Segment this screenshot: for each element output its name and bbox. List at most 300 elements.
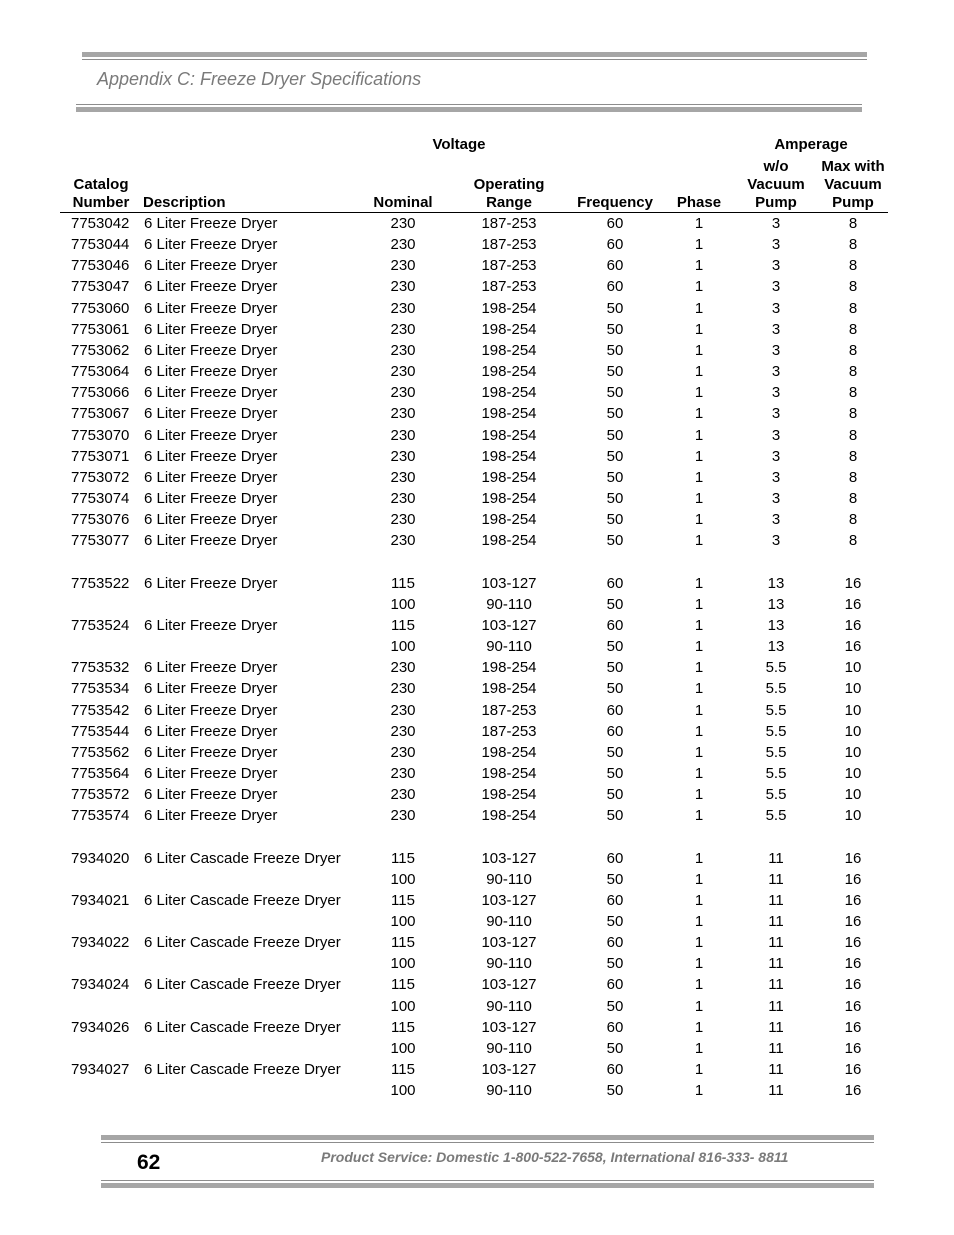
frequency-cell: 50 <box>606 489 624 507</box>
nominal-voltage-cell: 230 <box>390 426 416 444</box>
frequency-cell: 60 <box>606 215 624 232</box>
operating-range-cell: 103-127 <box>481 1061 537 1078</box>
nominal-voltage-cell: 230 <box>390 489 416 507</box>
amperage-max-with-pump-cell: 10 <box>844 659 862 677</box>
catalog-number-cell: 7753060 <box>71 299 130 317</box>
amperage-max-with-pump-cell: 16 <box>844 1082 862 1100</box>
amperage-without-pump-cell: 13 <box>767 616 785 634</box>
nominal-voltage-cell: 100 <box>390 595 416 613</box>
description-cell: 6 Liter Freeze Dryer <box>144 426 278 444</box>
nominal-voltage-cell: 230 <box>390 786 416 803</box>
table-row <box>0 659 954 679</box>
nominal-voltage-cell: 100 <box>390 997 416 1015</box>
amperage-max-with-pump-cell: 8 <box>848 532 858 550</box>
frequency-cell: 60 <box>606 891 624 909</box>
catalog-number-cell: 7753544 <box>71 722 130 740</box>
phase-cell: 1 <box>694 764 704 782</box>
phase-cell: 1 <box>694 532 704 550</box>
col-header-frequency: Frequency <box>577 194 653 211</box>
catalog-number-cell: 7753564 <box>71 764 130 782</box>
table-row <box>0 427 954 447</box>
frequency-cell: 50 <box>606 912 624 930</box>
amperage-max-with-pump-cell: 8 <box>848 468 858 486</box>
frequency-cell: 50 <box>606 426 624 444</box>
nominal-voltage-cell: 115 <box>391 891 415 909</box>
description-cell: 6 Liter Freeze Dryer <box>144 320 278 338</box>
table-row <box>0 765 954 785</box>
table-row <box>0 828 954 848</box>
table-row <box>0 723 954 743</box>
footer-rule-top-thin <box>101 1142 874 1143</box>
nominal-voltage-cell: 230 <box>390 320 416 338</box>
table-row <box>0 998 954 1018</box>
frequency-cell: 60 <box>606 278 624 296</box>
nominal-voltage-cell: 230 <box>390 701 416 719</box>
frequency-cell: 50 <box>606 511 624 529</box>
table-row <box>0 405 954 425</box>
description-cell: 6 Liter Freeze Dryer <box>144 743 278 761</box>
phase-cell: 1 <box>694 680 704 698</box>
description-cell: 6 Liter Cascade Freeze Dryer <box>144 849 341 867</box>
frequency-cell: 50 <box>606 341 624 359</box>
catalog-number-cell: 7753066 <box>71 384 130 402</box>
operating-range-cell: 187-253 <box>481 215 537 232</box>
amperage-without-pump-cell: 11 <box>768 870 784 888</box>
table-row <box>0 575 954 595</box>
operating-range-cell: 90-110 <box>486 638 532 655</box>
col-header-max-pump: Max with Vacuum Pump <box>821 158 885 211</box>
catalog-number-cell: 7934024 <box>71 976 130 994</box>
table-row <box>0 321 954 341</box>
description-cell: 6 Liter Freeze Dryer <box>144 659 278 677</box>
catalog-number-cell: 7753524 <box>71 616 130 634</box>
amperage-max-with-pump-cell: 10 <box>844 807 862 825</box>
amperage-without-pump-cell: 11 <box>768 997 784 1015</box>
amperage-without-pump-cell: 5.5 <box>765 701 787 719</box>
phase-cell: 1 <box>694 955 704 973</box>
description-cell: 6 Liter Cascade Freeze Dryer <box>144 891 341 909</box>
operating-range-cell: 187-253 <box>481 701 537 719</box>
phase-cell: 1 <box>694 976 704 994</box>
amperage-max-with-pump-cell: 8 <box>848 511 858 529</box>
frequency-cell: 50 <box>606 997 624 1015</box>
phase-cell: 1 <box>694 1061 704 1078</box>
amperage-without-pump-cell: 3 <box>771 405 781 423</box>
description-cell: 6 Liter Freeze Dryer <box>144 299 278 317</box>
amperage-max-with-pump-cell: 10 <box>844 680 862 698</box>
table-row <box>0 278 954 298</box>
amperage-max-with-pump-cell: 16 <box>844 638 862 655</box>
description-cell: 6 Liter Freeze Dryer <box>144 489 278 507</box>
operating-range-cell: 198-254 <box>481 743 537 761</box>
description-cell: 6 Liter Freeze Dryer <box>144 341 278 359</box>
phase-cell: 1 <box>694 912 704 930</box>
operating-range-cell: 198-254 <box>481 659 537 677</box>
nominal-voltage-cell: 230 <box>390 532 416 550</box>
catalog-number-cell: 7753076 <box>71 511 130 529</box>
phase-cell: 1 <box>694 1082 704 1100</box>
table-row <box>0 363 954 383</box>
table-row <box>0 744 954 764</box>
table-row <box>0 532 954 552</box>
page-number: 62 <box>137 1151 161 1174</box>
nominal-voltage-cell: 100 <box>390 1082 416 1100</box>
amperage-max-with-pump-cell: 10 <box>844 764 862 782</box>
frequency-cell: 50 <box>606 743 624 761</box>
amperage-max-with-pump-cell: 16 <box>844 870 862 888</box>
nominal-voltage-cell: 230 <box>390 468 416 486</box>
phase-cell: 1 <box>694 997 704 1015</box>
amperage-without-pump-cell: 5.5 <box>765 722 787 740</box>
table-row <box>0 596 954 616</box>
table-row <box>0 490 954 510</box>
amperage-without-pump-cell: 3 <box>771 384 781 402</box>
description-cell: 6 Liter Freeze Dryer <box>144 764 278 782</box>
catalog-number-cell: 7753061 <box>71 320 130 338</box>
phase-cell: 1 <box>694 299 704 317</box>
amperage-without-pump-cell: 3 <box>771 299 781 317</box>
phase-cell: 1 <box>694 468 704 486</box>
table-row <box>0 384 954 404</box>
catalog-number-cell: 7753072 <box>71 468 130 486</box>
amperage-max-with-pump-cell: 16 <box>844 574 862 592</box>
operating-range-cell: 198-254 <box>481 807 537 825</box>
amperage-max-with-pump-cell: 16 <box>844 1018 862 1036</box>
frequency-cell: 50 <box>606 1082 624 1100</box>
operating-range-cell: 187-253 <box>481 236 537 254</box>
amperage-without-pump-cell: 3 <box>771 320 781 338</box>
phase-cell: 1 <box>694 236 704 254</box>
amperage-max-with-pump-cell: 10 <box>844 786 862 803</box>
nominal-voltage-cell: 230 <box>390 743 416 761</box>
nominal-voltage-cell: 230 <box>390 511 416 529</box>
nominal-voltage-cell: 115 <box>391 1018 415 1036</box>
frequency-cell: 60 <box>606 722 624 740</box>
title-rule-bottom <box>76 107 862 112</box>
frequency-cell: 50 <box>606 807 624 825</box>
phase-cell: 1 <box>694 341 704 359</box>
amperage-without-pump-cell: 11 <box>768 1018 784 1036</box>
frequency-cell: 50 <box>606 638 624 655</box>
operating-range-cell: 198-254 <box>481 341 537 359</box>
col-header-nominal: Nominal <box>373 194 433 211</box>
phase-cell: 1 <box>694 1039 704 1057</box>
amperage-without-pump-cell: 5.5 <box>765 659 787 677</box>
frequency-cell: 50 <box>606 405 624 423</box>
description-cell: 6 Liter Freeze Dryer <box>144 468 278 486</box>
footer-rule-bottom <box>101 1183 874 1188</box>
table-row <box>0 955 954 975</box>
amperage-without-pump-cell: 13 <box>767 595 785 613</box>
catalog-number-cell: 7753067 <box>71 405 130 423</box>
nominal-voltage-cell: 100 <box>390 638 416 655</box>
catalog-number-cell: 7934021 <box>71 891 130 909</box>
phase-cell: 1 <box>694 743 704 761</box>
table-row <box>0 1040 954 1060</box>
nominal-voltage-cell: 115 <box>391 1061 415 1078</box>
amperage-max-with-pump-cell: 16 <box>844 997 862 1015</box>
amperage-max-with-pump-cell: 16 <box>844 1039 862 1057</box>
catalog-number-cell: 7753070 <box>71 426 130 444</box>
phase-cell: 1 <box>694 363 704 380</box>
catalog-number-cell: 7753064 <box>71 363 130 380</box>
description-cell: 6 Liter Freeze Dryer <box>144 532 278 550</box>
phase-cell: 1 <box>694 447 704 465</box>
nominal-voltage-cell: 230 <box>390 236 416 254</box>
table-row <box>0 892 954 912</box>
nominal-voltage-cell: 115 <box>391 574 415 592</box>
catalog-number-cell: 7753071 <box>71 447 130 465</box>
amperage-without-pump-cell: 3 <box>771 257 781 275</box>
group-header-amperage: Amperage <box>774 136 848 153</box>
operating-range-cell: 198-254 <box>481 680 537 698</box>
table-row <box>0 511 954 531</box>
nominal-voltage-cell: 100 <box>390 870 416 888</box>
frequency-cell: 60 <box>606 616 624 634</box>
table-row <box>0 553 954 573</box>
table-row <box>0 1082 954 1102</box>
phase-cell: 1 <box>694 574 704 592</box>
amperage-without-pump-cell: 3 <box>771 236 781 254</box>
description-cell: 6 Liter Freeze Dryer <box>144 680 278 698</box>
frequency-cell: 50 <box>606 384 624 402</box>
amperage-max-with-pump-cell: 8 <box>848 320 858 338</box>
table-row <box>0 850 954 870</box>
description-cell: 6 Liter Cascade Freeze Dryer <box>144 976 341 994</box>
frequency-cell: 50 <box>606 955 624 973</box>
phase-cell: 1 <box>694 257 704 275</box>
col-header-description: Description <box>143 194 226 211</box>
operating-range-cell: 90-110 <box>486 912 532 930</box>
frequency-cell: 50 <box>606 320 624 338</box>
operating-range-cell: 103-127 <box>481 849 537 867</box>
amperage-max-with-pump-cell: 8 <box>848 299 858 317</box>
description-cell: 6 Liter Freeze Dryer <box>144 236 278 254</box>
amperage-without-pump-cell: 3 <box>771 215 781 232</box>
nominal-voltage-cell: 230 <box>390 447 416 465</box>
table-row <box>0 934 954 954</box>
amperage-max-with-pump-cell: 16 <box>844 595 862 613</box>
nominal-voltage-cell: 100 <box>390 955 416 973</box>
description-cell: 6 Liter Cascade Freeze Dryer <box>144 1061 341 1078</box>
catalog-number-cell: 7753062 <box>71 341 130 359</box>
nominal-voltage-cell: 230 <box>390 341 416 359</box>
frequency-cell: 50 <box>606 786 624 803</box>
nominal-voltage-cell: 230 <box>390 257 416 275</box>
amperage-max-with-pump-cell: 8 <box>848 405 858 423</box>
table-row <box>0 1061 954 1081</box>
operating-range-cell: 90-110 <box>486 1039 532 1057</box>
catalog-number-cell: 7753532 <box>71 659 130 677</box>
operating-range-cell: 90-110 <box>486 955 532 973</box>
amperage-without-pump-cell: 11 <box>768 955 784 973</box>
amperage-without-pump-cell: 3 <box>771 278 781 296</box>
description-cell: 6 Liter Freeze Dryer <box>144 722 278 740</box>
frequency-cell: 50 <box>606 363 624 380</box>
amperage-without-pump-cell: 3 <box>771 363 781 380</box>
amperage-max-with-pump-cell: 10 <box>844 701 862 719</box>
catalog-number-cell: 7934022 <box>71 934 130 952</box>
amperage-without-pump-cell: 3 <box>771 426 781 444</box>
amperage-max-with-pump-cell: 8 <box>848 236 858 254</box>
amperage-without-pump-cell: 3 <box>771 341 781 359</box>
amperage-without-pump-cell: 11 <box>768 976 784 994</box>
table-header-underline <box>60 212 888 213</box>
table-row <box>0 871 954 891</box>
phase-cell: 1 <box>694 722 704 740</box>
table-row <box>0 236 954 256</box>
table-row <box>0 257 954 277</box>
group-header-voltage: Voltage <box>432 136 486 153</box>
operating-range-cell: 103-127 <box>481 976 537 994</box>
amperage-max-with-pump-cell: 8 <box>848 363 858 380</box>
frequency-cell: 60 <box>606 1061 624 1078</box>
description-cell: 6 Liter Freeze Dryer <box>144 511 278 529</box>
phase-cell: 1 <box>694 638 704 655</box>
frequency-cell: 60 <box>606 236 624 254</box>
amperage-without-pump-cell: 11 <box>768 1061 784 1078</box>
table-row <box>0 976 954 996</box>
nominal-voltage-cell: 115 <box>391 934 415 952</box>
operating-range-cell: 187-253 <box>481 722 537 740</box>
amperage-max-with-pump-cell: 16 <box>844 891 862 909</box>
description-cell: 6 Liter Cascade Freeze Dryer <box>144 1018 341 1036</box>
description-cell: 6 Liter Freeze Dryer <box>144 701 278 719</box>
catalog-number-cell: 7753534 <box>71 680 130 698</box>
frequency-cell: 60 <box>606 257 624 275</box>
product-service-contact: Product Service: Domestic 1-800-522-7658, International 816-333- 8811 <box>321 1149 789 1165</box>
amperage-max-with-pump-cell: 16 <box>844 934 862 952</box>
phase-cell: 1 <box>694 405 704 423</box>
catalog-number-cell: 7753574 <box>71 807 130 825</box>
amperage-max-with-pump-cell: 8 <box>848 426 858 444</box>
title-rule-top <box>76 104 862 105</box>
catalog-number-cell: 7753542 <box>71 701 130 719</box>
amperage-max-with-pump-cell: 8 <box>848 278 858 296</box>
amperage-max-with-pump-cell: 16 <box>844 976 862 994</box>
operating-range-cell: 198-254 <box>481 468 537 486</box>
table-row <box>0 680 954 700</box>
nominal-voltage-cell: 115 <box>391 976 415 994</box>
operating-range-cell: 103-127 <box>481 891 537 909</box>
catalog-number-cell: 7753047 <box>71 278 130 296</box>
description-cell: 6 Liter Freeze Dryer <box>144 447 278 465</box>
description-cell: 6 Liter Freeze Dryer <box>144 807 278 825</box>
nominal-voltage-cell: 230 <box>390 764 416 782</box>
phase-cell: 1 <box>694 511 704 529</box>
operating-range-cell: 198-254 <box>481 511 537 529</box>
frequency-cell: 50 <box>606 680 624 698</box>
nominal-voltage-cell: 230 <box>390 722 416 740</box>
amperage-without-pump-cell: 3 <box>771 447 781 465</box>
amperage-without-pump-cell: 13 <box>767 638 785 655</box>
catalog-number-cell: 7753562 <box>71 743 130 761</box>
table-row <box>0 617 954 637</box>
operating-range-cell: 198-254 <box>481 764 537 782</box>
amperage-max-with-pump-cell: 10 <box>844 722 862 740</box>
operating-range-cell: 198-254 <box>481 447 537 465</box>
phase-cell: 1 <box>694 786 704 803</box>
operating-range-cell: 198-254 <box>481 405 537 423</box>
table-row <box>0 1019 954 1039</box>
col-header-catalog: Catalog Number <box>72 176 130 211</box>
operating-range-cell: 103-127 <box>481 1018 537 1036</box>
catalog-number-cell: 7753074 <box>71 489 130 507</box>
frequency-cell: 50 <box>606 595 624 613</box>
frequency-cell: 50 <box>606 659 624 677</box>
table-row <box>0 342 954 362</box>
nominal-voltage-cell: 115 <box>391 616 415 634</box>
footer-rule-bottom-thin <box>101 1180 874 1181</box>
phase-cell: 1 <box>694 701 704 719</box>
phase-cell: 1 <box>694 616 704 634</box>
description-cell: 6 Liter Freeze Dryer <box>144 363 278 380</box>
nominal-voltage-cell: 230 <box>390 215 416 232</box>
operating-range-cell: 198-254 <box>481 532 537 550</box>
phase-cell: 1 <box>694 934 704 952</box>
phase-cell: 1 <box>694 849 704 867</box>
table-row <box>0 448 954 468</box>
description-cell: 6 Liter Freeze Dryer <box>144 405 278 423</box>
amperage-without-pump-cell: 3 <box>771 489 781 507</box>
operating-range-cell: 103-127 <box>481 934 537 952</box>
amperage-without-pump-cell: 5.5 <box>765 743 787 761</box>
table-row <box>0 807 954 827</box>
amperage-max-with-pump-cell: 16 <box>844 616 862 634</box>
col-header-phase: Phase <box>676 194 722 211</box>
amperage-without-pump-cell: 11 <box>768 912 784 930</box>
operating-range-cell: 90-110 <box>486 595 532 613</box>
nominal-voltage-cell: 100 <box>390 912 416 930</box>
table-row <box>0 702 954 722</box>
nominal-voltage-cell: 230 <box>390 680 416 698</box>
table-row <box>0 215 954 235</box>
table-row <box>0 786 954 806</box>
amperage-max-with-pump-cell: 16 <box>844 849 862 867</box>
frequency-cell: 50 <box>606 764 624 782</box>
amperage-without-pump-cell: 11 <box>768 1082 784 1100</box>
operating-range-cell: 103-127 <box>481 574 537 592</box>
phase-cell: 1 <box>694 384 704 402</box>
nominal-voltage-cell: 230 <box>390 278 416 296</box>
phase-cell: 1 <box>694 659 704 677</box>
phase-cell: 1 <box>694 278 704 296</box>
catalog-number-cell: 7934026 <box>71 1018 130 1036</box>
amperage-without-pump-cell: 11 <box>768 891 784 909</box>
frequency-cell: 50 <box>606 299 624 317</box>
amperage-max-with-pump-cell: 8 <box>848 384 858 402</box>
amperage-max-with-pump-cell: 8 <box>848 447 858 465</box>
amperage-max-with-pump-cell: 8 <box>848 341 858 359</box>
table-row <box>0 638 954 658</box>
description-cell: 6 Liter Freeze Dryer <box>144 574 278 592</box>
amperage-max-with-pump-cell: 10 <box>844 743 862 761</box>
operating-range-cell: 198-254 <box>481 363 537 380</box>
operating-range-cell: 187-253 <box>481 257 537 275</box>
description-cell: 6 Liter Freeze Dryer <box>144 384 278 402</box>
frequency-cell: 60 <box>606 701 624 719</box>
frequency-cell: 50 <box>606 870 624 888</box>
catalog-number-cell: 7934027 <box>71 1061 130 1078</box>
catalog-number-cell: 7753042 <box>71 215 130 232</box>
amperage-without-pump-cell: 13 <box>767 574 785 592</box>
catalog-number-cell: 7753044 <box>71 236 130 254</box>
catalog-number-cell: 7753572 <box>71 786 130 803</box>
operating-range-cell: 198-254 <box>481 320 537 338</box>
amperage-max-with-pump-cell: 8 <box>848 215 858 232</box>
frequency-cell: 50 <box>606 1039 624 1057</box>
phase-cell: 1 <box>694 215 704 232</box>
